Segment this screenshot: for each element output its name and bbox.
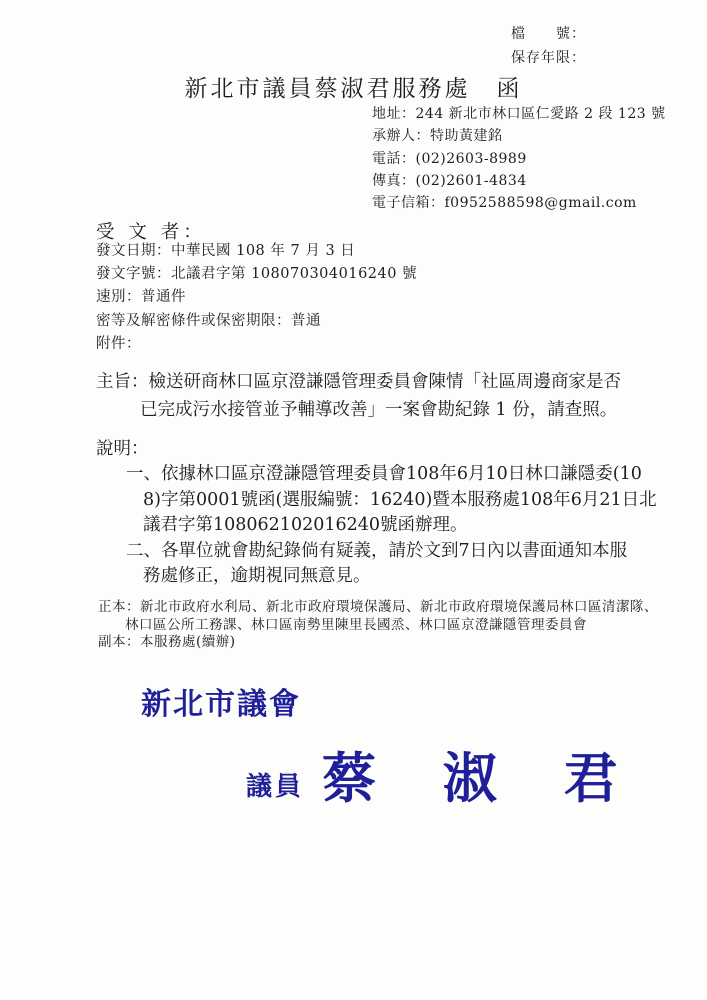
sender-address: 地址：244 新北市林口區仁愛路 2 段 123 號 (372, 106, 666, 122)
document-number: 發文字號：北議君字第 108070304016240 號 (96, 266, 418, 283)
security-classification: 密等及解密條件或保密期限：普通 (96, 312, 321, 329)
attachment-label: 附件： (96, 335, 141, 352)
explanation-item (96, 539, 657, 564)
subject-line: 主旨：檢送研商林口區京澄謙隱管理委員會陳情「社區周邊商家是否 (96, 372, 621, 392)
signature-name: 蔡 淑 君 (322, 746, 642, 810)
archive-label-block (511, 22, 586, 70)
issue-date: 發文日期：中華民國 108 年 7 月 3 日 (96, 243, 356, 259)
explanation-line: 8)字第0001號函(選服編號：16240)暨本服務處108年6月21日北 (143, 489, 657, 510)
sender-phone: 電話：(02)2603-8989 (372, 150, 527, 167)
delivery-speed: 速別：普通件 (96, 289, 186, 306)
explanation-item-number: 一、 (126, 464, 161, 485)
sender-email: 電子信箱：f0952588598@gmail.com (372, 195, 637, 212)
sender-info-block (372, 103, 666, 214)
subject-line: 已完成污水接管並予輔導改善」一案會勘紀錄 1 份，請查照。 (140, 399, 618, 420)
subject-block (96, 369, 621, 424)
explanation-block (96, 437, 657, 589)
explanation-line: 依據林口區京澄謙隱管理委員會108年6月10日林口謙隱委(10 (161, 464, 642, 485)
file-number-label: 檔 號： (511, 26, 586, 42)
page-title: 新北市議員蔡淑君服務處 函 (184, 76, 523, 102)
sender-fax: 傳真：(02)2601-4834 (372, 172, 527, 189)
explanation-label: 說明： (96, 439, 149, 459)
document-meta-block (96, 240, 417, 356)
copies-block (98, 599, 658, 652)
recipient-label: 受 文 者： (96, 222, 206, 243)
explanation-item (96, 462, 657, 487)
explanation-item-number: 二、 (126, 540, 161, 561)
explanation-line: 務處修正，逾期視同無意見。 (143, 566, 371, 587)
sender-contact-person: 承辦人：特助黃建銘 (372, 128, 503, 145)
original-recipients-line: 正本：新北市政府水利局、新北市政府環境保護局、新北市政府環境保護局林口區清潔隊、 (98, 599, 658, 615)
signature-organization: 新北市議會 (141, 687, 301, 722)
original-recipients-line: 林口區公所工務課、林口區南勢里陳里長國烝、林口區京澄謙隱管理委員會 (125, 616, 587, 633)
retention-period-label: 保存年限： (511, 50, 586, 66)
explanation-line: 各單位就會勘紀錄倘有疑義，請於文到7日內以書面通知本服 (161, 540, 628, 561)
cc-recipients-line: 副本：本服務處(續辦) (98, 634, 236, 651)
signature-position: 議員 (246, 772, 305, 802)
explanation-line: 議君字第108062102016240號函辦理。 (143, 515, 468, 536)
